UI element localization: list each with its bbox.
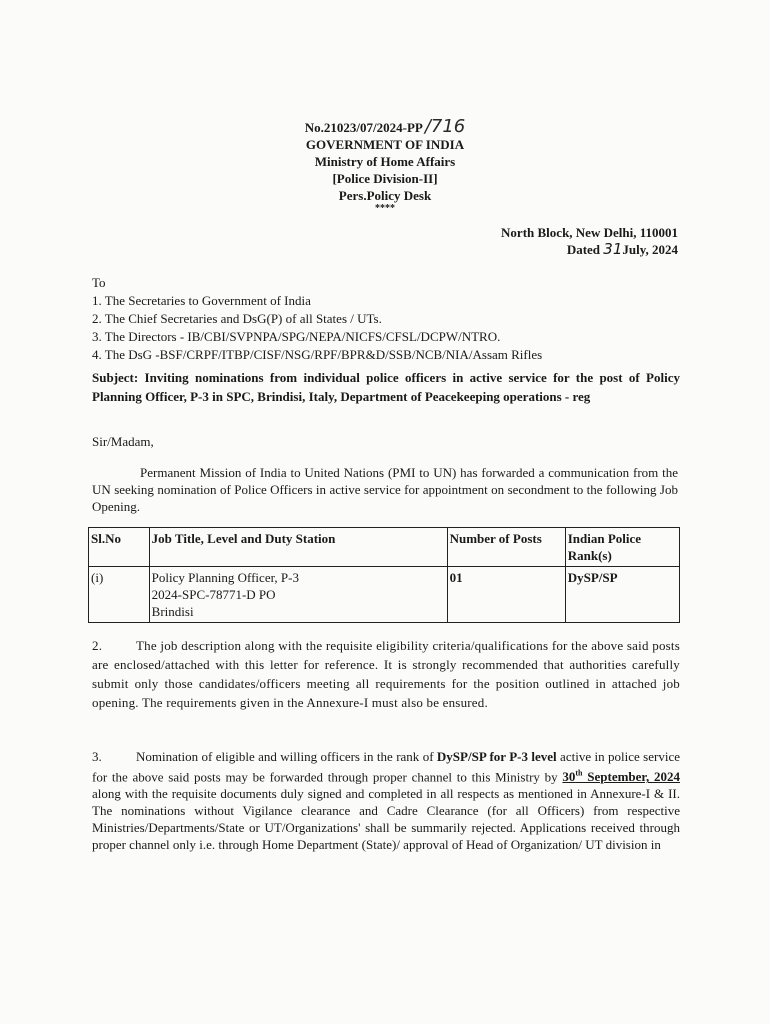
recipient-item: 1. The Secretaries to Government of India xyxy=(92,293,311,308)
column-header: Number of Posts xyxy=(447,528,565,567)
rank-cell: DySP/SP xyxy=(565,567,679,623)
location: North Block, New Delhi, 110001 xyxy=(501,225,678,240)
posts-cell: 01 xyxy=(447,567,565,623)
job-opening-table xyxy=(88,527,680,623)
paragraph-3: 3. Nomination of eligible and willing officers in the rank of DySP/SP for P-3 level active in police service for the above said posts may be forwarded through proper channel to this Ministry by 30th September, 2024 along with the requisite documents duly signed and completed in all respects as mentioned in Annexure-I & II. The nominations without Vigilance clearance and Cadre Clearance (for all Officers) from respective Ministries/Departments/State or UT/Organizations' shall be summarily rejected. Applications received through proper channel only i.e. through Home Department (State)/ approval of Head of Organization/ UT division in xyxy=(92,749,680,853)
recipient-item: 4. The DsG -BSF/CRPF/ITBP/CISF/NSG/RPF/BPR&D/SSB/NCB/NIA/Assam Rifles xyxy=(92,347,543,362)
table-header-row xyxy=(89,528,680,567)
to-label: To xyxy=(92,275,106,290)
handwritten-reference: /716 xyxy=(424,116,466,137)
paragraph-2: 2. The job description along with the requisite eligibility criteria/qualifications for the above said posts are enclosed/attached with this letter for reference. It is strongly recommended that authorities carefully submit only those candidates/officers meeting all requirements for the position outlined in attached job opening. The requirements given in the Annexure-I must also be ensured. xyxy=(92,638,680,710)
ministry-name: Ministry of Home Affairs xyxy=(314,154,456,169)
paragraph-number: 3. xyxy=(92,749,102,764)
serial-cell: (i) xyxy=(89,567,150,623)
date-line: Dated 31July, 2024 xyxy=(566,240,678,258)
reference-number: No.21023/07/2024-PP /716 xyxy=(304,116,466,137)
recipients-block xyxy=(92,274,682,364)
column-header: Indian Police Rank(s) xyxy=(565,528,679,567)
recipient-item: 2. The Chief Secretaries and DsG(P) of all States / UTs. xyxy=(92,311,382,326)
column-header: Job Title, Level and Duty Station xyxy=(149,528,447,567)
column-header: Sl.No xyxy=(89,528,150,567)
address-block xyxy=(501,224,678,258)
letter-header xyxy=(0,118,770,214)
paragraph-1: Permanent Mission of India to United Nations (PMI to UN) has forwarded a communication from the UN seeking nomination of Police Officers in active service for appointment on secondment to the following Job Opening. xyxy=(92,465,678,514)
deadline-date: 30th September, 2024 xyxy=(562,769,680,785)
division-name: [Police Division-II] xyxy=(332,171,438,186)
rank-emphasis: DySP/SP for P-3 level xyxy=(436,749,557,764)
salutation: Sir/Madam, xyxy=(92,434,154,449)
table-row xyxy=(89,567,680,623)
recipient-item: 3. The Directors - IB/CBI/SVPNPA/SPG/NEPA/NICFS/CFSL/DCPW/NTRO. xyxy=(92,329,501,344)
paragraph-number: 2. xyxy=(92,638,103,653)
job-title-cell: Policy Planning Officer, P-3 2024-SPC-78771-D PO Brindisi xyxy=(149,567,447,623)
stars-divider: **** xyxy=(375,203,395,214)
subject-line: Subject: Inviting nominations from individual police officers in active service for the post of Policy Planning Officer, P-3 in SPC, Brindisi, Italy, Department of Peacekeeping operations - reg xyxy=(92,370,680,404)
handwritten-day: 31 xyxy=(603,240,623,258)
desk-name: Pers.Policy Desk xyxy=(338,188,432,203)
government-title: GOVERNMENT OF INDIA xyxy=(305,137,465,152)
